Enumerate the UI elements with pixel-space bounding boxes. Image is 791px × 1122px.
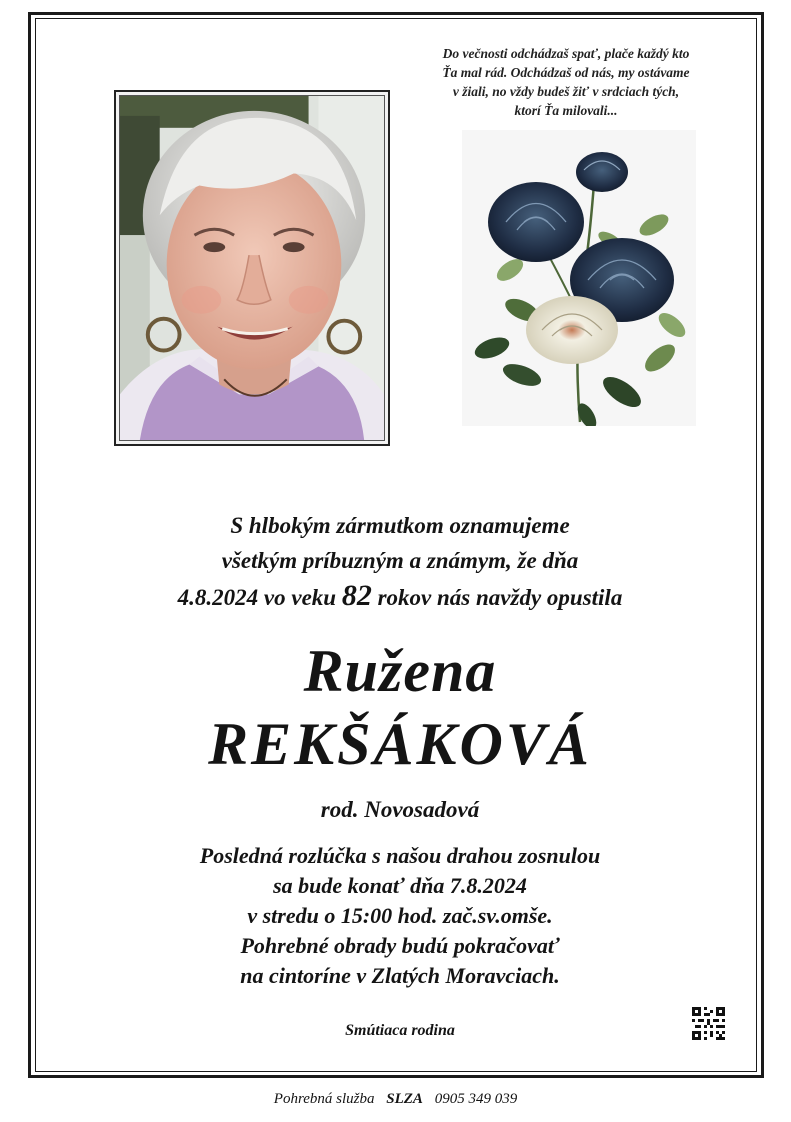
service-phone[interactable]: 0905 349 039 [434, 1091, 518, 1107]
deceased-surname: REKŠÁKOVÁ [208, 711, 592, 777]
announcement-line: S hlbokým zármutkom oznamujeme [230, 513, 570, 538]
poem-line: Do večnosti odchádzaš spať, plače každý kto [442, 46, 690, 61]
portrait-photo [119, 95, 385, 441]
death-announcement [60, 508, 740, 615]
age-value: 82 [341, 579, 372, 612]
funeral-line: v stredu o 15:00 hod. zač.sv.omše. [247, 903, 553, 928]
death-date: 4.8.2024 [177, 585, 259, 610]
funeral-line: Posledná rozlúčka s našou drahou zosnulou [199, 843, 601, 868]
roses-illustration [462, 130, 696, 426]
family-signature: Smútiaca rodina [345, 1022, 455, 1039]
memorial-poem [398, 44, 734, 120]
poem-line: ktorí Ťa milovali... [514, 103, 618, 118]
service-name: SLZA [386, 1091, 423, 1107]
poem-line: v žiali, no vždy budeš žiť v srdciach tých, [452, 84, 680, 99]
announcement-line-date [60, 578, 740, 615]
portrait-frame [114, 90, 390, 446]
deceased-first-name: Ružena [303, 638, 497, 704]
age-prefix: vo veku [263, 585, 337, 610]
funeral-line: Pohrebné obrady budú pokračovať [240, 933, 560, 958]
funeral-line: sa bude konať dňa 7.8.2024 [273, 873, 527, 898]
funeral-line: na cintoríne v Zlatých Moravciach. [240, 963, 560, 988]
announcement-line: všetkým príbuzným a známym, že dňa [221, 548, 579, 573]
service-label: Pohrebná služba [273, 1091, 375, 1107]
funeral-service-footer [0, 1088, 791, 1110]
funeral-details [60, 841, 740, 991]
poem-line: Ťa mal rád. Odchádzaš od nás, my ostávame [442, 65, 690, 80]
age-suffix: rokov nás navždy opustila [377, 585, 623, 610]
maiden-name: rod. Novosadová [320, 797, 480, 822]
qr-code-icon[interactable] [692, 1007, 725, 1040]
